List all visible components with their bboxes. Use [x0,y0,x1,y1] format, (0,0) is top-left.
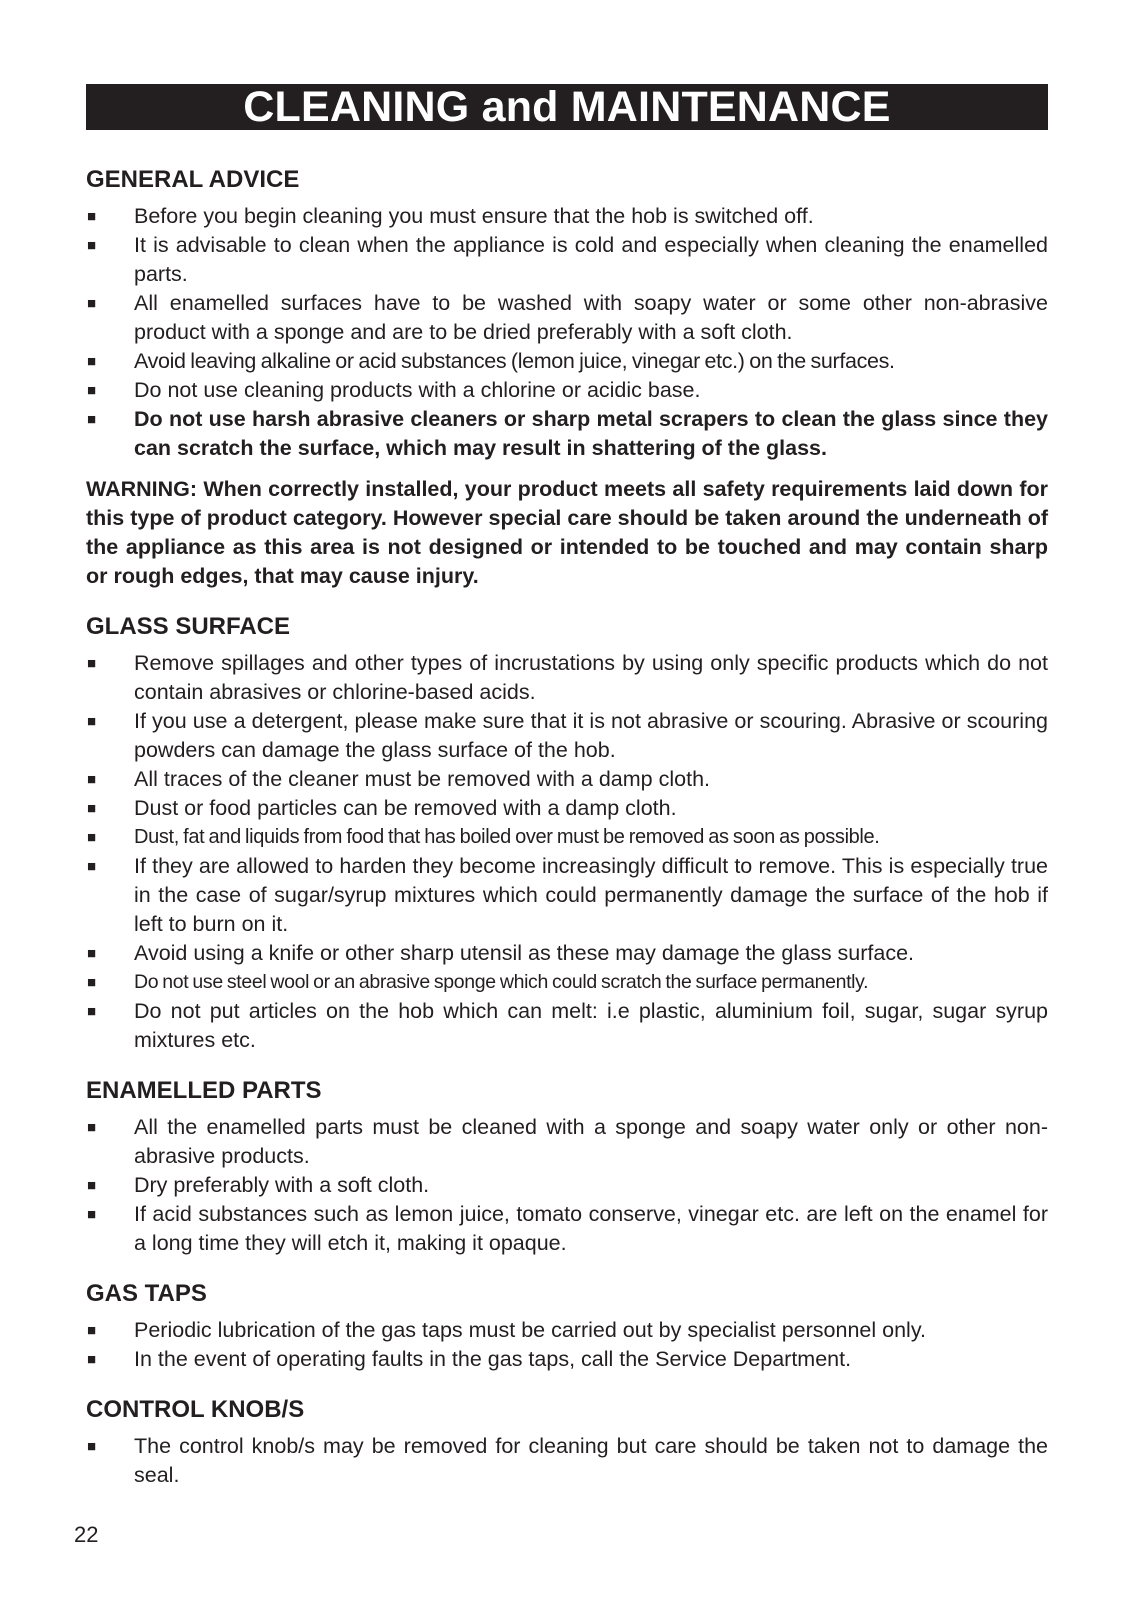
manual-page [86,84,1048,1490]
list-item [86,1113,1048,1171]
list-item [86,1432,1048,1490]
warning-paragraph: WARNING: When correctly installed, your product meets all safety requirements laid down for this type of product category. However special care should be taken around the underneath of the appliance as this area is not designed or intended to be touched and may contain sharp or rough edges, that may cause injury. [86,477,1048,588]
list-item [86,1200,1048,1258]
list-item [86,376,1048,405]
section-heading: CONTROL KNOB/S [86,1396,305,1423]
list-item-text: All enamelled surfaces have to be washed with soapy water or some other non-abrasive product with a sponge and are to be dried preferably with a soft cloth. [134,291,1048,344]
list-item-text: Dry preferably with a soft cloth. [134,1173,430,1197]
list-item [86,707,1048,765]
list-item-text: Remove spillages and other types of incrustations by using only specific products which do not contain abrasives or chlorine-based acids. [134,651,1048,704]
bullet-icon: ■ [87,295,97,312]
bullet-icon: ■ [87,1119,97,1136]
list-item-text: Do not use harsh abrasive cleaners or sharp metal scrapers to clean the glass since they can scratch the surface, which may result in shattering of the glass. [134,407,1048,460]
list-item [86,202,1048,231]
list-item-text: Dust or food particles can be removed with a damp cloth. [134,796,677,820]
bullet-icon: ■ [87,1003,97,1020]
bullet-list [86,1316,1048,1374]
bullet-icon: ■ [87,829,96,846]
section-control-knobs [86,1396,1048,1490]
bullet-icon: ■ [87,1206,97,1223]
list-item [86,968,1048,997]
section-heading: GAS TAPS [86,1280,207,1307]
list-item-text: In the event of operating faults in the gas taps, call the Service Department. [134,1347,852,1371]
section-enamelled-parts [86,1077,1048,1258]
list-item [86,939,1048,968]
bullet-list [86,1432,1048,1490]
list-item-text: Do not use cleaning products with a chlorine or acidic base. [134,378,701,402]
page-title: CLEANING and MAINTENANCE [86,84,1048,130]
list-item-text: Avoid leaving alkaline or acid substances (lemon juice, vinegar etc.) on the surfaces. [134,349,895,373]
list-item [86,1316,1048,1345]
list-item-text: All the enamelled parts must be cleaned with a sponge and soapy water only or other non-abrasive products. [134,1115,1048,1168]
bullet-icon: ■ [87,208,97,225]
bullet-icon: ■ [87,237,97,254]
list-item [86,1171,1048,1200]
list-item [86,347,1048,376]
list-item-text: Avoid using a knife or other sharp utensil as these may damage the glass surface. [134,941,915,965]
bullet-icon: ■ [87,411,97,428]
bullet-icon: ■ [87,353,96,370]
bullet-icon: ■ [87,1322,97,1339]
list-item-text: Before you begin cleaning you must ensure that the hob is switched off. [134,204,814,228]
list-item [86,231,1048,289]
list-item-text: Periodic lubrication of the gas taps must be carried out by specialist personnel only. [134,1318,926,1342]
list-item-text: If they are allowed to harden they become increasingly difficult to remove. This is especially true in the case of sugar/syrup mixtures which could permanently damage the surface of the hob if left to burn on it. [134,854,1048,936]
section-gas-taps [86,1280,1048,1374]
bullet-list [86,202,1048,463]
bullet-icon: ■ [87,800,97,817]
list-item [86,289,1048,347]
bullet-icon: ■ [87,1177,97,1194]
section-heading: GENERAL ADVICE [86,166,300,193]
list-item [86,405,1048,463]
page-number: 22 [74,1522,99,1547]
list-item-text: It is advisable to clean when the appliance is cold and especially when cleaning the enamelled parts. [134,233,1048,286]
bullet-list [86,1113,1048,1258]
bullet-icon: ■ [87,771,97,788]
list-item [86,997,1048,1055]
list-item [86,823,1048,852]
list-item-text: Dust, fat and liquids from food that has boiled over must be removed as soon as possible. [134,826,880,848]
list-item-text: Do not put articles on the hob which can melt: i.e plastic, aluminium foil, sugar, sugar syrup mixtures etc. [134,999,1048,1052]
list-item [86,649,1048,707]
bullet-icon: ■ [87,713,97,730]
bullet-icon: ■ [87,382,97,399]
list-item-text: If acid substances such as lemon juice, tomato conserve, vinegar etc. are left on the enamel for a long time they will etch it, making it opaque. [134,1202,1048,1255]
section-heading: ENAMELLED PARTS [86,1077,322,1104]
section-general-advice [86,166,1048,591]
bullet-icon: ■ [87,1351,97,1368]
bullet-icon: ■ [87,974,96,991]
list-item [86,1345,1048,1374]
bullet-list [86,649,1048,1055]
list-item [86,852,1048,939]
bullet-icon: ■ [87,858,97,875]
list-item-text: The control knob/s may be removed for cleaning but care should be taken not to damage the seal. [134,1434,1048,1487]
section-glass-surface [86,613,1048,1055]
bullet-icon: ■ [87,655,97,672]
list-item [86,794,1048,823]
list-item-text: Do not use steel wool or an abrasive sponge which could scratch the surface permanently. [134,971,869,993]
list-item [86,765,1048,794]
bullet-icon: ■ [87,945,97,962]
list-item-text: If you use a detergent, please make sure that it is not abrasive or scouring. Abrasive or scouring powders can damage the glass surface of the hob. [134,709,1048,762]
list-item-text: All traces of the cleaner must be removed with a damp cloth. [134,767,710,791]
bullet-icon: ■ [87,1438,97,1455]
section-heading: GLASS SURFACE [86,613,291,640]
